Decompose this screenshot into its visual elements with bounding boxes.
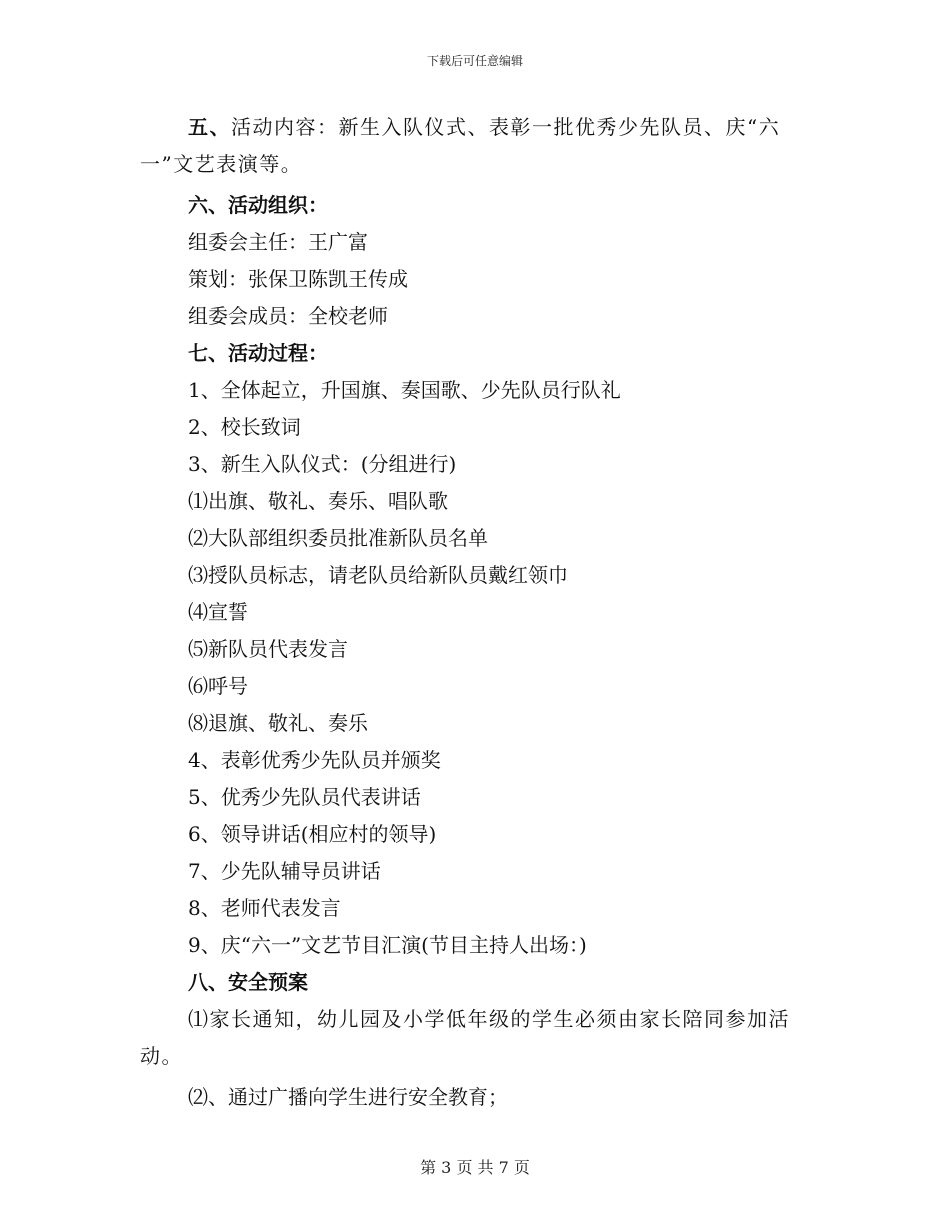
page-header-note: 下载后可任意编辑: [426, 54, 523, 68]
process-sub-1: ⑴出旗、敬礼、奏乐、唱队歌: [188, 489, 448, 513]
document-body: [140, 109, 810, 1116]
section-8-title: 八、安全预案: [188, 970, 308, 994]
safety-item-1: ⑴家长通知，幼儿园及小学低年级的学生必须由家长陪同参加活动。: [140, 1007, 790, 1068]
process-sub-8: ⑻退旗、敬礼、奏乐: [188, 711, 368, 735]
process-step-2: 2、校长致词: [188, 415, 301, 439]
process-step-8: 8、老师代表发言: [188, 896, 341, 920]
org-committee-director: 组委会主任：王广富: [188, 230, 368, 254]
section-5-text: 活动内容：新生入队仪式、表彰一批优秀少先队员、庆“六一”文艺表演等。: [140, 115, 781, 176]
paragraph-activity-content: [140, 109, 810, 183]
org-planning: 策划：张保卫陈凯王传成: [188, 267, 408, 291]
process-sub-3: ⑶授队员标志，请老队员给新队员戴红领巾: [188, 563, 568, 587]
process-sub-6: ⑹呼号: [188, 674, 248, 698]
process-step-6: 6、领导讲话(相应村的领导): [188, 822, 437, 846]
process-step-7: 7、少先队辅导员讲话: [188, 859, 381, 883]
org-committee-members: 组委会成员：全校老师: [188, 304, 388, 328]
process-sub-5: ⑸新队员代表发言: [188, 637, 348, 661]
safety-item-2: ⑵、通过广播向学生进行安全教育；: [188, 1085, 508, 1109]
process-step-1: 1、全体起立，升国旗、奏国歌、少先队员行队礼: [188, 378, 621, 402]
process-step-4: 4、表彰优秀少先队员并颁奖: [188, 748, 441, 772]
section-5-number: 五、: [188, 115, 231, 139]
process-sub-2: ⑵大队部组织委员批准新队员名单: [188, 526, 488, 550]
process-step-5: 5、优秀少先队员代表讲话: [188, 785, 421, 809]
process-step-3: 3、新生入队仪式：(分组进行): [188, 452, 457, 476]
section-7-title: 七、活动过程：: [188, 341, 328, 365]
section-6-title: 六、活动组织：: [188, 193, 328, 217]
process-sub-4: ⑷宣誓: [188, 600, 248, 624]
process-step-9: 9、庆“六一”文艺节目汇演(节目主持人出场：): [188, 933, 587, 957]
page-footer-number: 第 3 页 共 7 页: [420, 1158, 530, 1177]
